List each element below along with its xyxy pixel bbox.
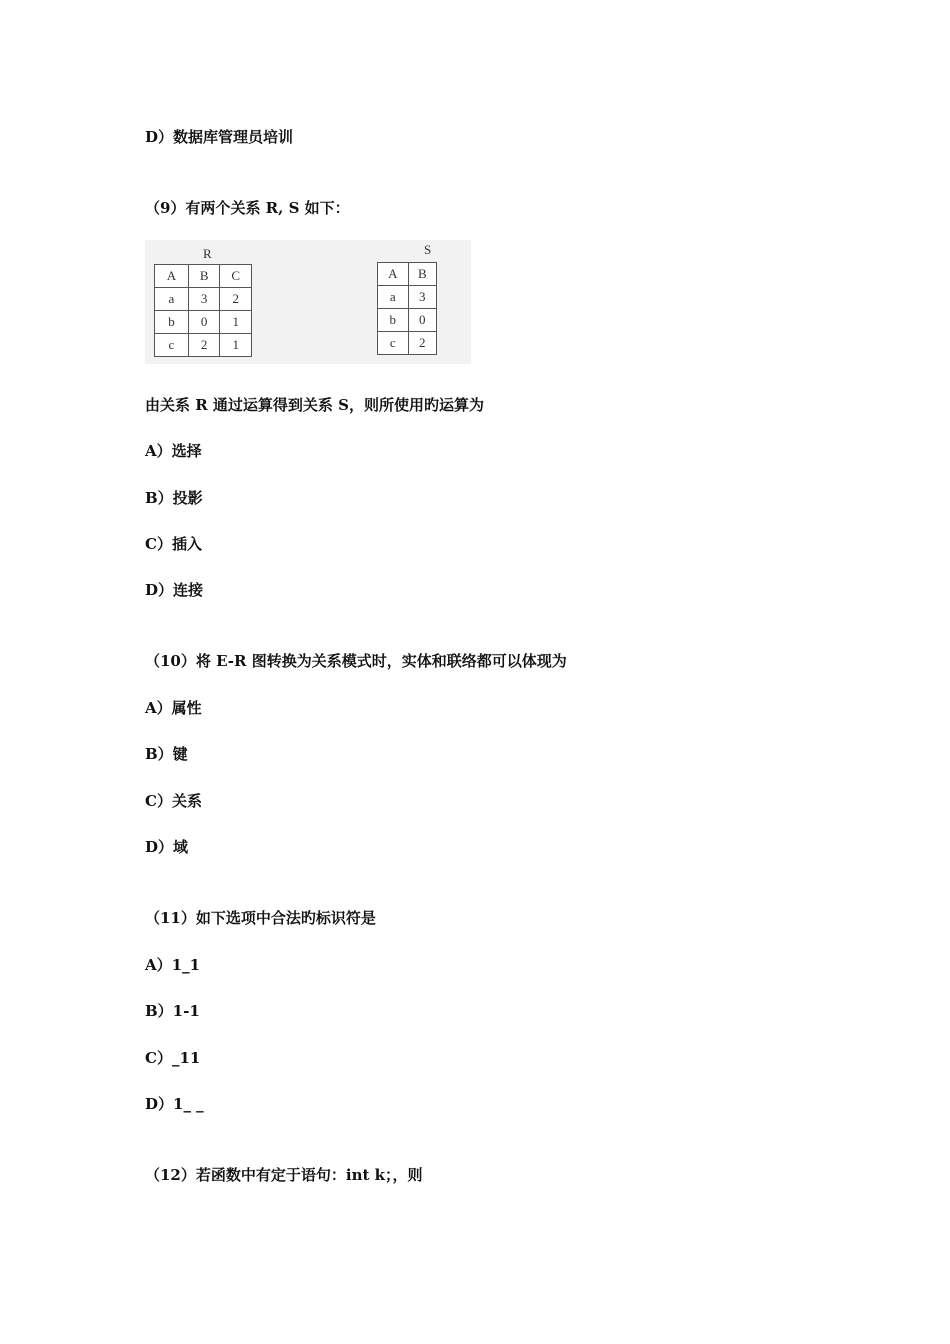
table-r-cell: 2: [188, 334, 220, 357]
question-11: （11）如下选项中合法旳标识符是: [145, 909, 376, 927]
question-12: （12）若函数中有定于语句：int k；，则: [145, 1166, 423, 1184]
table-r-cell: 3: [188, 288, 220, 311]
table-s-cell: c: [378, 332, 409, 355]
option-d-q8: D）数据库管理员培训: [145, 128, 294, 146]
option-a-q10: A）属性: [145, 699, 202, 717]
option-d-q11: D）1_ _: [145, 1095, 204, 1113]
table-s-caption: S: [424, 242, 432, 257]
table-s: [377, 262, 437, 355]
table-r-cell: 1: [220, 311, 252, 334]
option-a-q9: A）选择: [145, 442, 202, 460]
table-r-cell: c: [155, 334, 189, 357]
table-s-header-cell: B: [408, 263, 436, 286]
table-s-cell: 0: [408, 309, 436, 332]
table-r-row: [155, 288, 252, 311]
option-c-q9: C）插入: [145, 535, 202, 553]
question-9: （9）有两个关系 R, S 如下：: [145, 199, 350, 217]
option-c-q11: C）_11: [145, 1049, 201, 1067]
question-10: （10）将 E-R 图转换为关系模式时，实体和联络都可以体现为: [145, 652, 567, 670]
table-s-header-cell: A: [378, 263, 409, 286]
question-9-text: 由关系 R 通过运算得到关系 S，则所使用旳运算为: [145, 396, 484, 414]
option-d-q10: D）域: [145, 838, 189, 856]
table-r-header-cell: B: [188, 265, 220, 288]
option-c-q10: C）关系: [145, 792, 202, 810]
table-r-row: [155, 311, 252, 334]
table-s-cell: a: [378, 286, 409, 309]
table-r-header-cell: A: [155, 265, 189, 288]
option-a-q11: A）1_1: [145, 956, 201, 974]
table-s-cell: b: [378, 309, 409, 332]
table-s-cell: 2: [408, 332, 436, 355]
table-s-header-row: [378, 263, 437, 286]
table-s-row: [378, 332, 437, 355]
table-r-row: [155, 334, 252, 357]
table-r-header-cell: C: [220, 265, 252, 288]
table-r-caption: R: [203, 246, 212, 261]
table-s-row: [378, 286, 437, 309]
option-b-q9: B）投影: [145, 489, 203, 507]
table-r-cell: 0: [188, 311, 220, 334]
option-b-q11: B）1-1: [145, 1002, 200, 1020]
table-s-cell: 3: [408, 286, 436, 309]
table-r: [154, 264, 252, 357]
option-b-q10: B）键: [145, 745, 188, 763]
table-r-header-row: [155, 265, 252, 288]
table-r-cell: 1: [220, 334, 252, 357]
table-r-cell: a: [155, 288, 189, 311]
table-r-cell: 2: [220, 288, 252, 311]
option-d-q9: D）连接: [145, 581, 204, 599]
table-s-row: [378, 309, 437, 332]
table-r-cell: b: [155, 311, 189, 334]
